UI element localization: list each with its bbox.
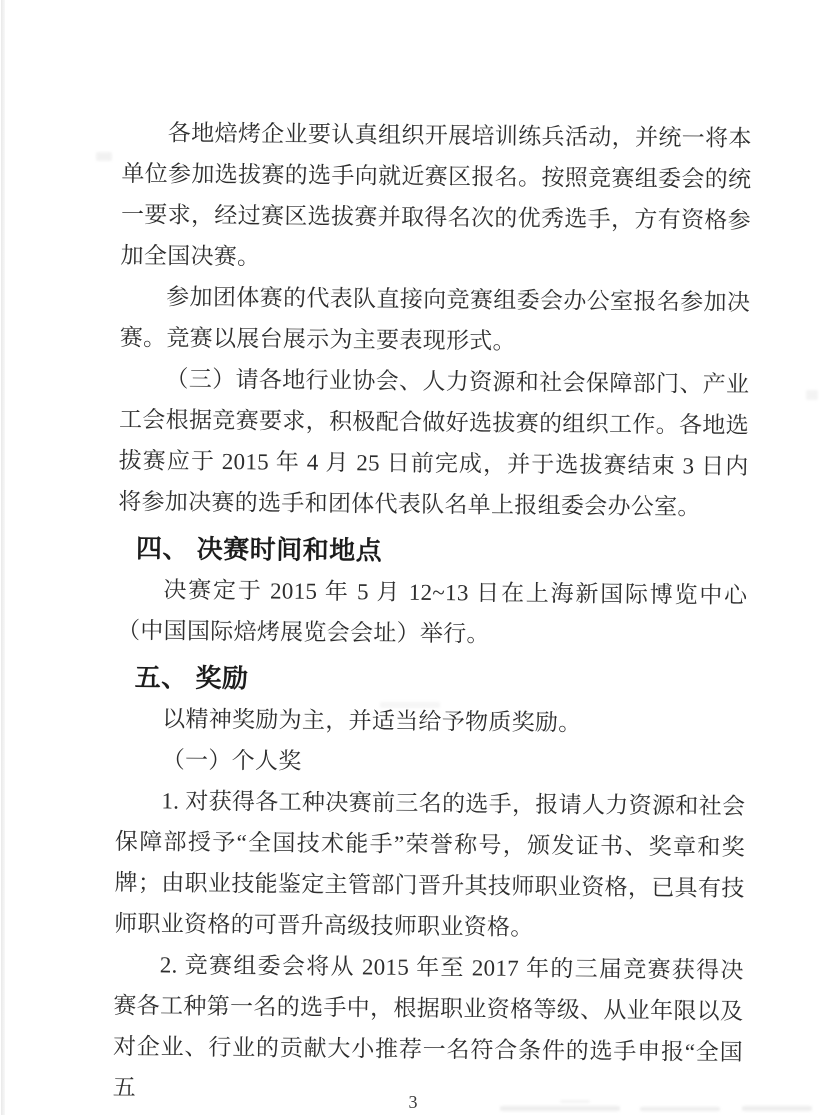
scan-artifact	[96, 152, 112, 161]
scan-artifact	[560, 1100, 590, 1103]
scan-artifact	[742, 1106, 812, 1111]
scan-artifact	[380, 702, 440, 708]
paragraph: （一）个人奖	[161, 747, 302, 774]
scan-artifact	[640, 1107, 720, 1111]
scan-edge-line	[1, 0, 5, 1115]
document-body	[112, 112, 752, 1114]
scan-artifact	[500, 1106, 620, 1111]
paragraph: 参加团体赛的代表队直接向竞赛组委会办公室报名参加决赛。竞赛以展台展示为主要表现形式。	[119, 284, 751, 354]
scan-artifact	[806, 390, 818, 400]
paragraph: 1. 对获得各工种决赛前三名的选手，报请人力资源和社会保障部授予“全国技术能手”荣誉称号，颁发证书、奖章和奖牌；由职业技能鉴定主管部门晋升其技师职业资格，已具有技师职业资格的可晋升高级技师职业资格。	[114, 788, 746, 940]
paragraph: 以精神奖励为主，并适当给予物质奖励。	[162, 706, 582, 736]
section-heading: 五、 奖励	[134, 662, 249, 694]
paragraph: 决赛定于 2015 年 5 月 12~13 日在上海新国际博览中心（中国国际焙烤展览会会址）举行。	[116, 577, 748, 647]
paragraph: （三）请各地行业协会、人力资源和社会保障部门、产业工会根据竞赛要求，积极配合做好选拔赛的组织工作。各地选拔赛应于 2015 年 4 月 25 日前完成，并于选拔赛结束 3 日内将参加决赛的选手和团体代表队名单上报组委会办公室。	[118, 366, 750, 520]
page-number: 3	[408, 1092, 419, 1112]
paragraph: 2. 竞赛组委会将从 2015 年至 2017 年的三届竞赛获得决赛各工种第一名的选手中，根据职业资格等级、从业年限以及对企业、行业的贡献大小推荐一名符合条件的选手申报“全国五	[112, 952, 744, 1101]
section-heading: 四、 决赛时间和地点	[135, 533, 383, 566]
paragraph: 各地焙烤企业要认真组织开展培训练兵活动，并统一将本单位参加选拔赛的选手向就近赛区报名。按照竞赛组委会的统一要求，经过赛区选拔赛并取得名次的优秀选手，方有资格参加全国决赛。	[120, 120, 752, 270]
